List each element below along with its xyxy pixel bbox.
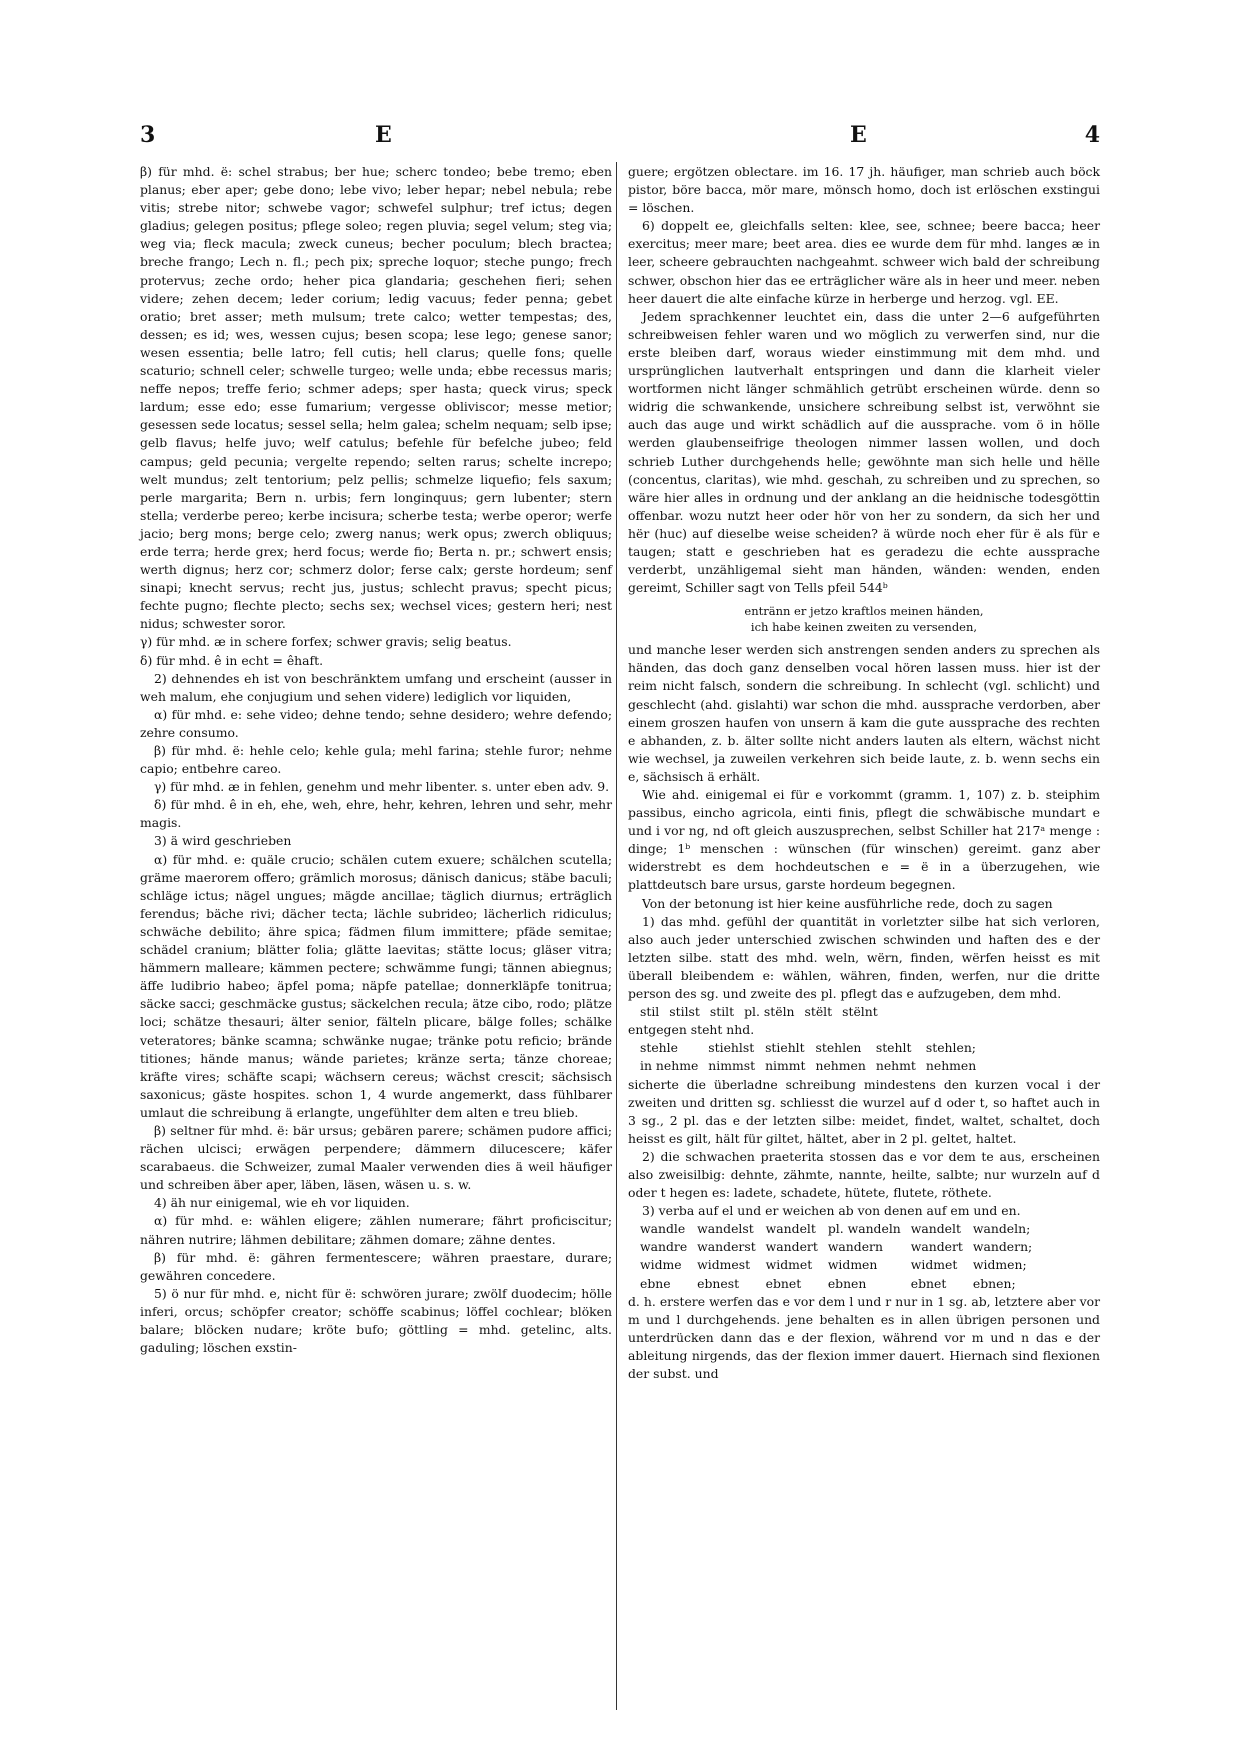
table-row [640,1256,1042,1274]
page-header [140,122,1100,154]
paragraph: Jedem sprachkenner leuchtet ein, dass die unter 2—6 aufgeführten schreibweisen fehler waren und wo möglich zu verwerfen sind, nur die erste bleiben darf, woraus wieder einstimmung mit dem mhd. und ursprünglichen lautverhalt entspringen und dann die klarheit vieler wortformen nicht länger schmählich getrübt erscheinen würde. denn so widrig die schwankende, unsichere schreibung selbst ist, verwöhnt sie auch das auge und wirkt schädlich auf die aussprache. vom ö in hölle werden glaubenseifrige theologen nimmer lassen wollen, und doch schrieb Luther durchgehends helle; gewöhnte man sich helle und hëlle (concentus, claritas), wie mhd. geschah, zu schreiben und zu sprechen, so wäre hier alles in ordnung und der anklang an die heidnische todesgöttin offenbar. wozu nutzt heer oder hör von her zu sondern, da sich her und hër (huc) auf dieselbe weise scheiden? ä würde noch eher für ë als für e taugen; statt e geschrieben hat es geradezu die echte aussprache verderbt, unzähligemal sieht man händen, wänden: wenden, enden gereimt, Schiller sagt von Tells pfeil 544ᵇ [628,308,1100,596]
table-cell [640,1057,708,1075]
table-row [640,1238,1042,1256]
table-cell: pl. stëln [744,1004,795,1020]
paragraph: entgegen steht nhd. [628,1022,755,1038]
table-cell: nehmt [875,1058,916,1074]
table-row [640,1275,1042,1293]
table-cell: ebnen; [972,1275,1016,1291]
paragraph: 3) verba auf el und er weichen ab von denen auf em und en. [642,1203,1021,1219]
table-cell: ebne [640,1275,671,1291]
table-cell: widmen; [972,1257,1027,1273]
table-cell: stil [640,1004,660,1020]
table-cell: stehlen; [925,1040,976,1056]
table-cell: wandre [640,1239,688,1255]
page-number-left: 3 [140,122,156,148]
paragraph: 6) doppelt ee, gleichfalls selten: klee, see, schnee; beere bacca; heer exercitus; meer mare; beet area. dies ee wurde dem für mhd. langes æ in leer, scheere gebrauchten nachgeahmt. schweer wich bald der schreibung schwer, obschon hier das ee erträglicher wäre als in heer und meer. neben heer dauert die alte einfache kürze in herberge und herzog. vgl. EE. [628,218,1100,306]
table-row [640,1057,986,1075]
conjugation-table-verba [640,1220,1042,1292]
running-head-letter-left: E [375,122,392,148]
paragraph: und manche leser werden sich anstrengen senden anders zu sprechen als händen, das doch ganz denselben vocal hören lassen muss. hier ist der reim nicht falsch, sondern die schreibung. In schlecht (vgl. schlicht) und geschlecht (ahd. gislahti) war schon die mhd. aussprache verdorben, aber einem groszen haufen von unsern ä kam die gute aussprache des rechten e abhanden, z. b. älter sollte nicht anders lauten als eltern, wächst nicht wie wechsel, ja zuweilen verkehren sich beide laute, z. b. wenn sechs ein e, sächsisch ä erhält. [628,642,1100,784]
table-cell: stiehlst [708,1040,755,1056]
table-cell: ebnet [765,1275,802,1291]
paragraph: guere; ergötzen oblectare. im 16. 17 jh. häufiger, man schrieb auch böck pistor, böre bacca, mör mare, mönsch homo, doch ist erlöschen exstingui = löschen. [628,164,1100,216]
table-cell: wandelst [697,1221,754,1237]
paragraph: 2) dehnendes eh ist von beschränktem umfang und erscheint (ausser in weh malum, ehe conjugium und sehen videre) lediglich vor liquiden, [140,670,612,704]
paragraph: β) für mhd. ë: gähren fermentescere; währen praestare, durare; gewähren concedere. [140,1249,612,1283]
table-cell: stiehlt [765,1040,805,1056]
paragraph: 3) ä wird geschrieben [154,833,292,849]
paragraph: α) für mhd. e: sehe video; dehne tendo; sehne desidero; wehre defendo; zehre consumo. [140,706,612,740]
table-cell: pl. wandeln [827,1221,901,1237]
table-cell: widmest [697,1257,751,1273]
column-divider [616,162,617,1710]
table-cell: nimmt [765,1058,806,1074]
paragraph: β) für mhd. ë: hehle celo; kehle gula; mehl farina; stehle furor; nehme capio; entbehre careo. [140,743,612,777]
table-cell: widmet [765,1257,813,1273]
table-row [640,1003,888,1021]
paragraph: 5) ö nur für mhd. e, nicht für ë: schwören jurare; zwölf duodecim; hölle inferi, orcus; schöpfer creator; schöffe scabinus; löffel cochlear; blöken balare; blöcken nudare; kröte bufo; göttling = mhd. getelinc, alts. gaduling; löschen exstin- [140,1285,612,1356]
paragraph: β) seltner für mhd. ë: bär ursus; gebären parere; schämen pudore affici; rächen ulcisci; erwägen perpendere; dämmern dilucescere; käfer scarabaeus. die Schweizer, zumal Maaler verwenden dies ä weil häufiger und schreiben äber aper, läben, läsen, wäsen u. s. w. [140,1122,612,1193]
table-cell: stehlen [815,1040,862,1056]
left-column [140,163,612,1357]
table-cell: nehmen [815,1058,866,1074]
table-cell: stëlnt [842,1004,878,1020]
verse-line: ich habe keinen zweiten zu versenden, [750,620,978,635]
table-row [640,1220,1042,1238]
paragraph: sicherte die überladne schreibung mindestens den kurzen vocal i der zweiten und dritten sg. schliesst die wurzel auf d oder t, so haftet auch in 3 sg., 2 pl. das e der letzten silbe: meidet, findet, waltet, schaltet, doch heisst es gilt, hält für giltet, hältet, aber in 2 pl. geltet, haltet. [628,1076,1100,1146]
row-prefix: in [640,1058,652,1074]
paragraph: 4) äh nur einigemal, wie eh vor liquiden. [154,1195,410,1211]
table-row [640,1039,986,1057]
conjugation-table-nhd [640,1039,986,1075]
table-cell: nimmst [708,1058,756,1074]
table-cell: stilt [709,1004,735,1020]
paragraph: d. h. erstere werfen das e vor dem l und r nur in 1 sg. ab, letztere aber vor m und l durchgehends. jene behalten es in allen übrigen personen und unterdrücken dann das e der flexion, während vor m und n das e der ableitung nirgends, das der flexion immer dauert. Hiernach sind flexionen der subst. und [628,1293,1100,1381]
paragraph: δ) für mhd. ê in eh, ehe, weh, ehre, hehr, kehren, lehren und sehr, mehr magis. [140,797,612,831]
table-cell: wandelt [765,1221,816,1237]
table-cell: wandeln; [972,1221,1031,1237]
running-head-letter-right: E [850,122,867,148]
paragraph: α) für mhd. e: wählen eligere; zählen numerare; fährt proficiscitur; nähren nutrire; lähmen debilitare; zähmen domare; zähne dentes. [140,1213,612,1247]
table-cell: stehle [640,1040,678,1056]
paragraph: γ) für mhd. æ in schere forfex; schwer gravis; selig beatus. [140,634,512,650]
table-cell: wandert [765,1239,818,1255]
table-cell: stëlt [804,1004,833,1020]
table-cell: ebnen [827,1275,867,1291]
table-cell: ebnest [697,1275,740,1291]
table-cell: wandle [640,1221,686,1237]
paragraph: β) für mhd. ë: schel strabus; ber hue; scherc tondeo; bebe tremo; eben planus; eber aper; gebe dono; lebe vivo; leber hepar; nebel nebula; rebe vitis; strebe nitor; schwebe vagor; schwefel sulphur; tref ictus; degen gladius; gelegen positus; pflege soleo; regen pluvia; segel velum; steg via; weg via; fleck macula; zweck cuneus; becher poculum; blech bractea; breche frango; Lech n. fl.; pech pix; spreche loquor; steche pungo; frech protervus; zeche ordo; heher pica glandaria; geschehen fieri; sehen videre; zehen decem; leder corium; ledig vacuus; feder penna; gebet oratio; bret asser; meth mulsum; trete calco; wetter tempestas; des, dessen; es id; wes, wessen cujus; besen scopa; lese lego; genese sanor; wesen essentia; belle latro; fell cutis; hell clarus; quelle fons; quelle scaturio; schnell celer; schwelle turgeo; welle unda; ebbe recessus maris; neffe nepos; treffe ferio; schmer adeps; sper hasta; queck virus; speck lardum; esse edo; esse fumarium; vergesse obliviscor; messe metior; gesessen sede locatus; sessel sella; helm galea; schelm nequam; selb ipse; gelb flavus; helfe juvo; welf catulus; befehle für befelche jubeo; feld campus; geld pecunia; vergelte rependo; selten rarus; schelte increpo; welt mundus; zelt tentorium; pelz pellis; schmelze liquefio; fels saxum; perle margarita; Bern n. urbis; fern longinquus; gern lubenter; stern stella; verderbe pereo; kerbe incisura; scherbe testa; werbe operor; werfe jacio; berg mons; berge celo; zwerg nanus; werk opus; zwerch obliquus; erde terra; herde grex; herd focus; werde fio; Berta n. pr.; schwert ensis; werth dignus; herz cor; schmerz dolor; ferse calx; gerste hordeum; senf sinapi; knecht servus; recht jus, justus; schlecht pravus; specht picus; fechte pugno; flechte plecto; sechs sex; wechsel vices; gestern heri; nest nidus; schwester soror. [140,164,612,632]
table-cell: stehlt [875,1040,912,1056]
table-cell-text: nehme [655,1058,699,1074]
paragraph: γ) für mhd. æ in fehlen, genehm und mehr libenter. s. unter eben adv. 9. [154,779,610,795]
table-cell: ebnet [910,1275,947,1291]
page-number-right: 4 [1084,122,1100,148]
verse-line: entränn er jetzo kraftlos meinen händen, [744,604,984,619]
table-cell: wandert [910,1239,963,1255]
paragraph: α) für mhd. e: quäle crucio; schälen cutem exuere; schälchen scutella; gräme maerorem offero; grämlich morosus; dänisch danicus; stäbe baculi; schläge ictus; nägel ungues; mägde ancillae; täglich diurnus; erträglich ferendus; bäche rivi; dächer tecta; lächle subrideo; lächerlich ridiculus; schwäche debilito; ähre spica; fädmen filum immittere; pfäde semitae; schädel cranium; blätter folia; glätte laevitas; stätte locus; gläser vitra; hämmern malleare; kämmen pectere; schwämme fungi; tännen abiegnus; äffe ludibrio habeo; äpfel poma; näpfe patellae; donnerkläpfe tonitrua; säcke sacci; geschmäcke gustus; säckelchen recula; ätze cibo, rodo; plätze loci; schätze thesauri; älter senior, fälteln plicare, bälge folles; schälke veteratores; bänke scamna; schwänke nugae; tränke potu reficio; brände titiones; hände manus; wände parietes; kränze serta; tänze choreae; kräfte vires; schäfte scapi; wächsern cereus; wächst crescit; sächsisch saxonicus; gäste hospites. schon 1, 4 wurde angemerkt, dass fühlbarer umlaut die schreibung ä erlangte, ungefühlter dem alten e treu blieb. [140,851,612,1120]
right-column [628,163,1100,1383]
table-cell: widmen [827,1257,878,1273]
table-cell: nehmen [925,1058,977,1074]
table-cell: widme [640,1257,682,1273]
table-cell: stilst [669,1004,700,1020]
table-cell: widmet [910,1257,958,1273]
table-cell: wandelt [910,1221,961,1237]
paragraph: Von der betonung ist hier keine ausführliche rede, doch zu sagen [642,895,1053,911]
table-cell: wandern; [972,1239,1033,1255]
conjugation-table-mhd [640,1003,888,1021]
paragraph: 1) das mhd. gefühl der quantität in vorletzter silbe hat sich verloren, also auch jeder unterschied zwischen schwinden und haften des e der letzten silbe. statt des mhd. weln, wërn, finden, wërfen heisst es mit überall bleibendem e: wählen, währen, finden, werfen, nur die dritte person des sg. und zweite des pl. pflegt das e aufzugeben, dem mhd. [628,913,1100,1002]
verse-quote [628,603,1100,635]
table-cell: wandern [827,1239,883,1255]
paragraph: Wie ahd. einigemal ei für e vorkommt (gramm. 1, 107) z. b. steiphim passibus, eincho agricola, einti finis, pflegt die schwäbische mundart e und i vor ng, nd oft gleich auszusprechen, selbst Schiller hat 217ᵃ menge : dinge; 1ᵇ menschen : wünschen (für winschen) gereimt. ganz aber widerstrebt es dem hochdeutschen e = ë in a überzugehen, wie plattdeutsch bare ursus, garste hordeum begegnen. [628,787,1100,893]
paragraph: δ) für mhd. ê in echt = êhaft. [140,652,324,668]
table-cell: wanderst [697,1239,756,1255]
paragraph: 2) die schwachen praeterita stossen das e vor dem te aus, erscheinen also zweisilbig: dehnte, zähmte, nannte, heilte, salbte; nur wurzeln auf d oder t hegen es: ladete, schadete, hütete, flutete, röthete. [628,1148,1100,1201]
